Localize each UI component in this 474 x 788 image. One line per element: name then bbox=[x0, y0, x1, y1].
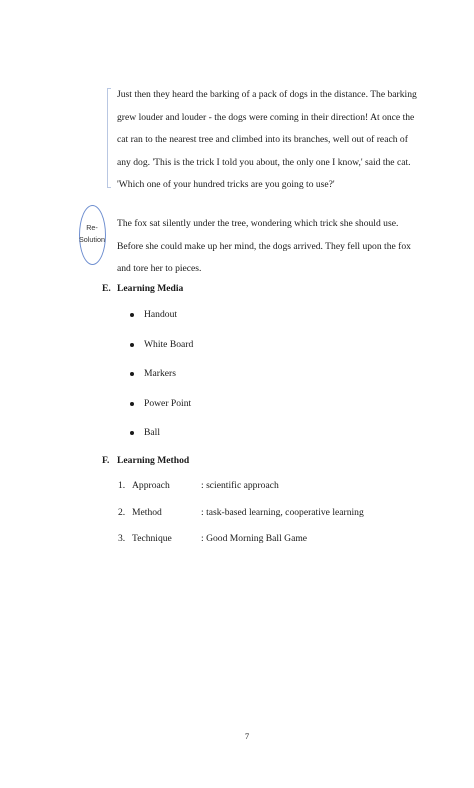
method-label: Approach bbox=[132, 480, 170, 491]
method-value: : scientific approach bbox=[201, 480, 279, 491]
method-label: Method bbox=[132, 506, 162, 518]
media-item-label: Ball bbox=[144, 427, 160, 438]
learning-method-list bbox=[118, 478, 364, 558]
resolution-annotation-label bbox=[74, 222, 110, 246]
section-title: Learning Method bbox=[117, 455, 190, 466]
method-number: 2. bbox=[118, 506, 126, 518]
section-letter: E. bbox=[102, 283, 111, 294]
list-item bbox=[130, 336, 193, 366]
section-title: Learning Media bbox=[117, 283, 184, 294]
list-item bbox=[118, 478, 364, 505]
media-item-label: Power Point bbox=[144, 397, 192, 409]
story-bracket bbox=[107, 88, 108, 188]
section-letter: F. bbox=[102, 455, 110, 466]
bullet-icon bbox=[130, 313, 134, 317]
bullet-icon bbox=[130, 372, 134, 376]
media-item-label: White Board bbox=[144, 338, 194, 350]
section-heading-learning-method bbox=[102, 455, 189, 466]
list-item bbox=[130, 424, 193, 454]
bullet-icon bbox=[130, 402, 134, 406]
story-paragraph-2: The fox sat silently under the tree, wondering which trick she should use. Before she could make up her mind, the dogs arrived. They fell upon the fox and tore her to pieces. bbox=[117, 218, 411, 274]
section-heading-learning-media bbox=[102, 283, 183, 294]
method-label: Technique bbox=[132, 533, 172, 544]
method-number: 3. bbox=[118, 533, 126, 544]
method-value: : Good Morning Ball Game bbox=[201, 533, 308, 544]
method-value: : task-based learning, cooperative learning bbox=[201, 506, 364, 518]
bullet-icon bbox=[130, 431, 134, 435]
story-paragraph-1: Just then they heard the barking of a pack of dogs in the distance. The barking grew louder and louder - the dogs were coming in their direction! At once the cat ran to the nearest tree and climbed into its branches, well out of reach of any dog. 'This is the trick I told you about, the only one I know,' said the cat. 'Which one of your hundred tricks are you going to use?' bbox=[117, 89, 417, 190]
resolution-label-line-2: Solution bbox=[79, 235, 105, 244]
method-number: 1. bbox=[118, 480, 126, 491]
list-item bbox=[118, 531, 364, 558]
media-item-label: Markers bbox=[144, 368, 176, 379]
learning-media-list bbox=[130, 306, 193, 454]
resolution-label-line-1: Re- bbox=[86, 223, 98, 232]
bullet-icon bbox=[130, 343, 134, 347]
list-item bbox=[118, 505, 364, 532]
list-item bbox=[130, 395, 193, 425]
list-item bbox=[130, 365, 193, 395]
page-number: 7 bbox=[244, 731, 250, 741]
media-item-label: Handout bbox=[144, 309, 178, 320]
list-item bbox=[130, 306, 193, 336]
